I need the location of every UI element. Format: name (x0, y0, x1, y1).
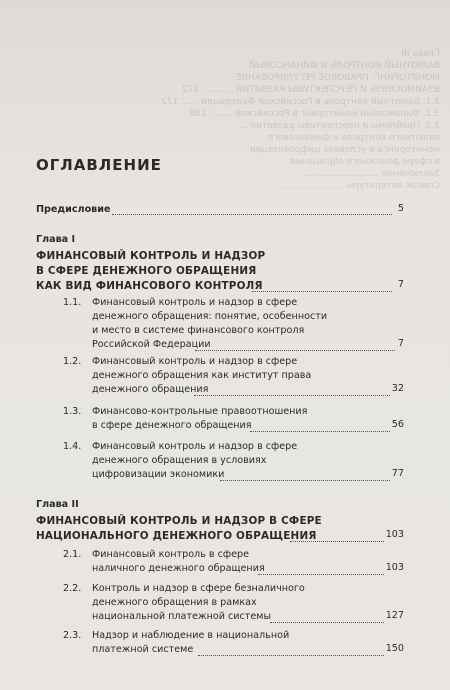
chapter1-heading-line[interactable]: КАК ВИД ФИНАНСОВОГО КОНТРОЛЯ (36, 280, 263, 292)
chapter1-label: Глава I (36, 234, 76, 245)
section-1-3-line[interactable]: Финансово-контрольные правоотношения (92, 406, 308, 417)
section-2-2-page: 127 (385, 610, 404, 621)
chapter2-heading-line[interactable]: ФИНАНСОВЫЙ КОНТРОЛЬ И НАДЗОР В СФЕРЕ (36, 515, 322, 527)
section-2-1-page: 103 (385, 562, 404, 573)
section-2-2-line[interactable]: денежного обращения в рамках (92, 597, 257, 608)
leader-dots (250, 431, 390, 432)
section-1-2-line[interactable]: Финансовый контроль и надзор в сфере (92, 356, 298, 367)
section-number: 2.3. (63, 630, 82, 641)
section-1-1-page: 7 (397, 338, 404, 349)
section-2-2-line[interactable]: национальной платежной системы (92, 611, 272, 622)
leader-dots (290, 541, 384, 542)
ghost-line: МОНИТОРИНГ: ПРАВОВОЕ РЕГУЛИРОВАНИЕ (235, 73, 440, 83)
section-1-1-line[interactable]: денежного обращения: понятие, особенности (92, 311, 328, 322)
section-number: 2.1. (63, 549, 82, 560)
section-number: 1.4. (63, 441, 82, 452)
section-number: 1.3. (63, 406, 82, 417)
section-number: 1.2. (63, 356, 82, 367)
section-number: 1.1. (63, 297, 82, 308)
section-1-3-page: 56 (391, 419, 404, 430)
section-1-4-line[interactable]: цифровизации экономики (92, 469, 225, 480)
chapter1-page: 7 (397, 279, 404, 290)
leader-dots (270, 622, 384, 623)
leader-dots (112, 214, 392, 215)
page-title: ОГЛАВЛЕНИЕ (36, 156, 162, 174)
section-1-4-line[interactable]: денежного обращения в условиях (92, 455, 267, 466)
ghost-line: ВАЛЮТНЫЙ КОНТРОЛЬ И ФИНАНСОВЫЙ (249, 61, 440, 71)
leader-dots (195, 350, 395, 351)
ghost-line: Глава III (401, 49, 440, 59)
section-1-3-line[interactable]: в сфере денежного обращения (92, 420, 252, 431)
section-1-4-line[interactable]: Финансовый контроль и надзор в сфере (92, 441, 298, 452)
ghost-line: в сфере денежного обращения (290, 157, 440, 167)
section-2-3-page: 150 (385, 643, 404, 654)
ghost-line: 3.2. Финансовый мониторинг в Российской ........ 188 (189, 109, 440, 119)
bleed-through-text (140, 48, 440, 258)
section-1-2-line[interactable]: денежного обращения (92, 384, 209, 395)
section-number: 2.2. (63, 583, 82, 594)
leader-dots (220, 480, 390, 481)
ghost-line: 3.1. Валютный контроль в Российской Федерации ...... 172 (161, 97, 440, 107)
preface-page: 5 (397, 203, 404, 214)
chapter2-label: Глава II (36, 499, 79, 510)
chapter1-heading-line[interactable]: В СФЕРЕ ДЕНЕЖНОГО ОБРАЩЕНИЯ (36, 265, 257, 277)
leader-dots (194, 395, 390, 396)
section-2-1-line[interactable]: наличного денежного обращения (92, 563, 265, 574)
section-1-1-line[interactable]: Финансовый контроль и надзор в сфере (92, 297, 298, 308)
leader-dots (252, 291, 392, 292)
section-1-1-line[interactable]: и место в системе финансового контроля (92, 325, 305, 336)
ghost-line: валютного контроля и финансового (267, 133, 440, 143)
section-2-3-line[interactable]: Надзор и наблюдение в национальной (92, 630, 290, 641)
leader-dots (258, 574, 384, 575)
chapter2-page: 103 (385, 529, 404, 540)
ghost-line: Список литературы ...................... (280, 181, 440, 191)
preface-label[interactable]: Предисловие (36, 204, 111, 215)
chapter1-heading-line[interactable]: ФИНАНСОВЫЙ КОНТРОЛЬ И НАДЗОР (36, 250, 266, 262)
ghost-line: ВЗАИМОСВЯЗЬ И ПЕРСПЕКТИВЫ РАЗВИТИЯ ........... 172 (181, 85, 440, 95)
ghost-line: Заключение .......................... (304, 169, 440, 179)
section-2-3-line[interactable]: платежной системе (92, 644, 194, 655)
section-1-1-line[interactable]: Российской Федерации (92, 339, 211, 350)
chapter2-heading-line[interactable]: НАЦИОНАЛЬНОГО ДЕНЕЖНОГО ОБРАЩЕНИЯ (36, 530, 317, 542)
section-1-2-page: 32 (391, 383, 404, 394)
ghost-line: мониторинга в условиях цифровизации (250, 145, 440, 155)
section-1-2-line[interactable]: денежного обращения как институт права (92, 370, 312, 381)
section-2-1-line[interactable]: Финансовый контроль в сфере (92, 549, 249, 560)
section-1-4-page: 77 (391, 468, 404, 479)
ghost-line: 3.3. Проблемы и перспективы развития ... (239, 121, 440, 131)
section-2-2-line[interactable]: Контроль и надзор в сфере безналичного (92, 583, 305, 594)
leader-dots (198, 655, 384, 656)
